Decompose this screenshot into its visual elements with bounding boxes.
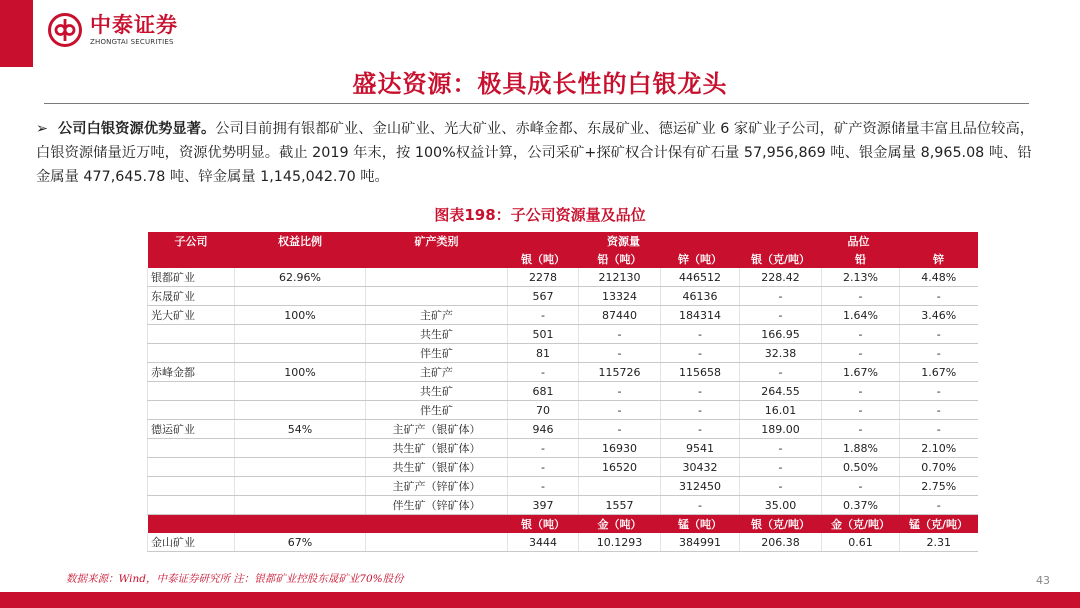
table-cell: - xyxy=(579,325,661,344)
column-header: 银（克/吨） xyxy=(740,250,822,268)
table-cell: - xyxy=(661,420,740,439)
table-row xyxy=(148,401,978,420)
column-header: 矿产类别 xyxy=(366,232,508,250)
table-cell: - xyxy=(822,287,900,306)
table-row xyxy=(148,477,978,496)
table-cell: - xyxy=(740,306,822,325)
table-cell: - xyxy=(661,325,740,344)
table-cell: 16.01 xyxy=(740,401,822,420)
table-cell: - xyxy=(822,382,900,401)
table-cell: 2278 xyxy=(508,268,579,287)
table-cell xyxy=(366,533,508,552)
header-spacer xyxy=(235,250,366,268)
table-cell: 共生矿（银矿体） xyxy=(366,458,508,477)
zhongtai-logo-icon xyxy=(48,13,82,47)
table-cell: 伴生矿 xyxy=(366,401,508,420)
header-spacer xyxy=(148,515,235,534)
table-cell: - xyxy=(740,477,822,496)
table-cell: 0.61 xyxy=(822,533,900,552)
page-number: 43 xyxy=(1036,574,1050,587)
table-cell: - xyxy=(579,344,661,363)
company-cell xyxy=(148,477,235,496)
table-cell: - xyxy=(740,458,822,477)
table-cell: - xyxy=(900,382,978,401)
table-cell: - xyxy=(579,420,661,439)
table-cell: 4.48% xyxy=(900,268,978,287)
table-row xyxy=(148,363,978,382)
table-cell: 1.67% xyxy=(900,363,978,382)
table-cell: 87440 xyxy=(579,306,661,325)
source-note: 数据来源：Wind，中泰证券研究所 注：银都矿业控股东晟矿业70%股份 xyxy=(66,573,404,585)
table-cell: 100% xyxy=(235,306,366,325)
table-cell xyxy=(235,287,366,306)
table-cell: 共生矿 xyxy=(366,325,508,344)
table-cell: - xyxy=(740,287,822,306)
column-header: 银（克/吨） xyxy=(740,515,822,534)
table-cell: 共生矿（银矿体） xyxy=(366,439,508,458)
table-cell: 主矿产 xyxy=(366,363,508,382)
table-row xyxy=(148,496,978,515)
header-spacer xyxy=(148,250,235,268)
page-title: 盛达资源：极具成长性的白银龙头 xyxy=(352,69,728,98)
table-cell: 166.95 xyxy=(740,325,822,344)
column-header: 银（吨） xyxy=(508,250,579,268)
table-cell: - xyxy=(661,344,740,363)
title-divider xyxy=(44,103,1029,104)
table-cell: 伴生矿（锌矿体） xyxy=(366,496,508,515)
header-spacer xyxy=(235,515,366,534)
table-cell: - xyxy=(661,401,740,420)
table-cell xyxy=(235,344,366,363)
table-cell: 10.1293 xyxy=(579,533,661,552)
table-cell: - xyxy=(822,325,900,344)
table-cell: - xyxy=(579,382,661,401)
table-cell: 3444 xyxy=(508,533,579,552)
column-header: 锌（吨） xyxy=(661,250,740,268)
table-cell: 1557 xyxy=(579,496,661,515)
column-header: 银（吨） xyxy=(508,515,579,534)
summary-paragraph xyxy=(36,117,1041,189)
table-cell: - xyxy=(579,401,661,420)
column-header: 铅（吨） xyxy=(579,250,661,268)
table-cell xyxy=(366,287,508,306)
table-cell: 9541 xyxy=(661,439,740,458)
table-cell: 567 xyxy=(508,287,579,306)
table-row xyxy=(148,439,978,458)
table-cell xyxy=(235,439,366,458)
table-cell: - xyxy=(900,401,978,420)
table-row xyxy=(148,344,978,363)
table-cell: - xyxy=(822,477,900,496)
header-spacer xyxy=(366,250,508,268)
table-cell: - xyxy=(508,458,579,477)
table-cell: - xyxy=(508,477,579,496)
table-cell xyxy=(366,268,508,287)
table-cell: 946 xyxy=(508,420,579,439)
column-header: 子公司 xyxy=(148,232,235,250)
company-cell xyxy=(148,458,235,477)
column-header: 权益比例 xyxy=(235,232,366,250)
column-header: 锌 xyxy=(900,250,978,268)
table-cell: 35.00 xyxy=(740,496,822,515)
company-cell: 银都矿业 xyxy=(148,268,235,287)
table-cell: 206.38 xyxy=(740,533,822,552)
bottom-accent-bar xyxy=(0,592,1080,608)
table-cell: 伴生矿 xyxy=(366,344,508,363)
company-cell xyxy=(148,439,235,458)
left-accent-bar xyxy=(0,0,33,67)
table-cell xyxy=(235,477,366,496)
table-cell xyxy=(235,382,366,401)
table-cell: 主矿产（银矿体） xyxy=(366,420,508,439)
table-row xyxy=(148,420,978,439)
table-cell: - xyxy=(822,401,900,420)
table-cell: 3.46% xyxy=(900,306,978,325)
table-cell: 主矿产 xyxy=(366,306,508,325)
company-cell: 赤峰金都 xyxy=(148,363,235,382)
table-cell: 189.00 xyxy=(740,420,822,439)
table-cell: 16520 xyxy=(579,458,661,477)
column-header: 金（克/吨） xyxy=(822,515,900,534)
company-cell xyxy=(148,401,235,420)
table-cell: 312450 xyxy=(661,477,740,496)
table-cell: 1.64% xyxy=(822,306,900,325)
resource-table xyxy=(147,232,978,552)
table-cell: 446512 xyxy=(661,268,740,287)
table-header-row xyxy=(148,232,978,250)
brand-name-cn: 中泰证券 xyxy=(90,12,178,37)
table-cell: 115658 xyxy=(661,363,740,382)
table-cell: - xyxy=(900,287,978,306)
table-cell: 主矿产（锌矿体） xyxy=(366,477,508,496)
figure-title: 图表198：子公司资源量及品位 xyxy=(434,206,646,224)
table-cell: 67% xyxy=(235,533,366,552)
column-header: 品位 xyxy=(740,232,978,250)
table-cell: - xyxy=(508,439,579,458)
table-cell: 264.55 xyxy=(740,382,822,401)
brand-logo xyxy=(48,13,178,47)
table-cell: - xyxy=(900,420,978,439)
header-spacer xyxy=(366,515,508,534)
table-row xyxy=(148,268,978,287)
table-cell: 0.37% xyxy=(822,496,900,515)
table-cell: 62.96% xyxy=(235,268,366,287)
table-cell: 46136 xyxy=(661,287,740,306)
table-cell: 2.31 xyxy=(900,533,978,552)
column-header: 资源量 xyxy=(508,232,740,250)
table-cell xyxy=(235,401,366,420)
table-cell: 70 xyxy=(508,401,579,420)
table-header-row xyxy=(148,515,978,534)
column-header: 锰（吨） xyxy=(661,515,740,534)
table-cell: 115726 xyxy=(579,363,661,382)
table-cell: - xyxy=(822,344,900,363)
table-cell: - xyxy=(900,325,978,344)
table-cell: 共生矿 xyxy=(366,382,508,401)
table-cell: - xyxy=(740,439,822,458)
table-cell: - xyxy=(661,496,740,515)
table-cell: 2.10% xyxy=(900,439,978,458)
arrow-bullet-icon: ➢ xyxy=(36,121,48,137)
company-cell xyxy=(148,496,235,515)
table-cell: 1.67% xyxy=(822,363,900,382)
table-row xyxy=(148,306,978,325)
table-row xyxy=(148,287,978,306)
table-cell: 32.38 xyxy=(740,344,822,363)
table-row xyxy=(148,382,978,401)
table-header-row xyxy=(148,250,978,268)
table-cell: - xyxy=(900,344,978,363)
table-cell: 2.13% xyxy=(822,268,900,287)
table-cell xyxy=(235,496,366,515)
table-cell xyxy=(579,477,661,496)
table-row xyxy=(148,458,978,477)
table-cell: 30432 xyxy=(661,458,740,477)
company-cell xyxy=(148,382,235,401)
company-cell xyxy=(148,325,235,344)
table-cell: 54% xyxy=(235,420,366,439)
summary-body: 公司目前拥有银都矿业、金山矿业、光大矿业、赤峰金都、东晟矿业、德运矿业 6 家矿业子公司，矿产资源储量丰富且品位较高，白银资源储量近万吨，资源优势明显。截止 2019 年末，按 100%权益计算，公司采矿+探矿权合计保有矿石量 57,956,869 吨、银金属量 8,965.08 吨、铅金属量 477,645.78 吨、锌金属量 1,145,042.70 吨。 xyxy=(36,121,1035,185)
table-cell: - xyxy=(661,382,740,401)
table-cell: 681 xyxy=(508,382,579,401)
table-cell: 81 xyxy=(508,344,579,363)
company-cell xyxy=(148,344,235,363)
table-cell: - xyxy=(508,363,579,382)
table-cell: 501 xyxy=(508,325,579,344)
table-cell: 1.88% xyxy=(822,439,900,458)
table-row xyxy=(148,325,978,344)
table-cell xyxy=(235,325,366,344)
company-cell: 金山矿业 xyxy=(148,533,235,552)
table-cell: 2.75% xyxy=(900,477,978,496)
brand-name-en: ZHONGTAI SECURITIES xyxy=(90,37,174,46)
table-cell: 0.70% xyxy=(900,458,978,477)
column-header: 锰（克/吨） xyxy=(900,515,978,534)
company-cell: 德运矿业 xyxy=(148,420,235,439)
table-cell: 100% xyxy=(235,363,366,382)
table-cell: 184314 xyxy=(661,306,740,325)
table-cell: - xyxy=(740,363,822,382)
company-cell: 东晟矿业 xyxy=(148,287,235,306)
table-row xyxy=(148,533,978,552)
column-header: 金（吨） xyxy=(579,515,661,534)
table-cell: 397 xyxy=(508,496,579,515)
table-cell xyxy=(235,458,366,477)
table-cell: 384991 xyxy=(661,533,740,552)
table-cell: 13324 xyxy=(579,287,661,306)
table-cell: - xyxy=(508,306,579,325)
table-cell: 228.42 xyxy=(740,268,822,287)
table-cell: 212130 xyxy=(579,268,661,287)
table-cell: - xyxy=(900,496,978,515)
column-header: 铅 xyxy=(822,250,900,268)
summary-lead: 公司白银资源优势显著。 xyxy=(58,121,216,137)
table-cell: 16930 xyxy=(579,439,661,458)
company-cell: 光大矿业 xyxy=(148,306,235,325)
table-cell: - xyxy=(822,420,900,439)
table-cell: 0.50% xyxy=(822,458,900,477)
